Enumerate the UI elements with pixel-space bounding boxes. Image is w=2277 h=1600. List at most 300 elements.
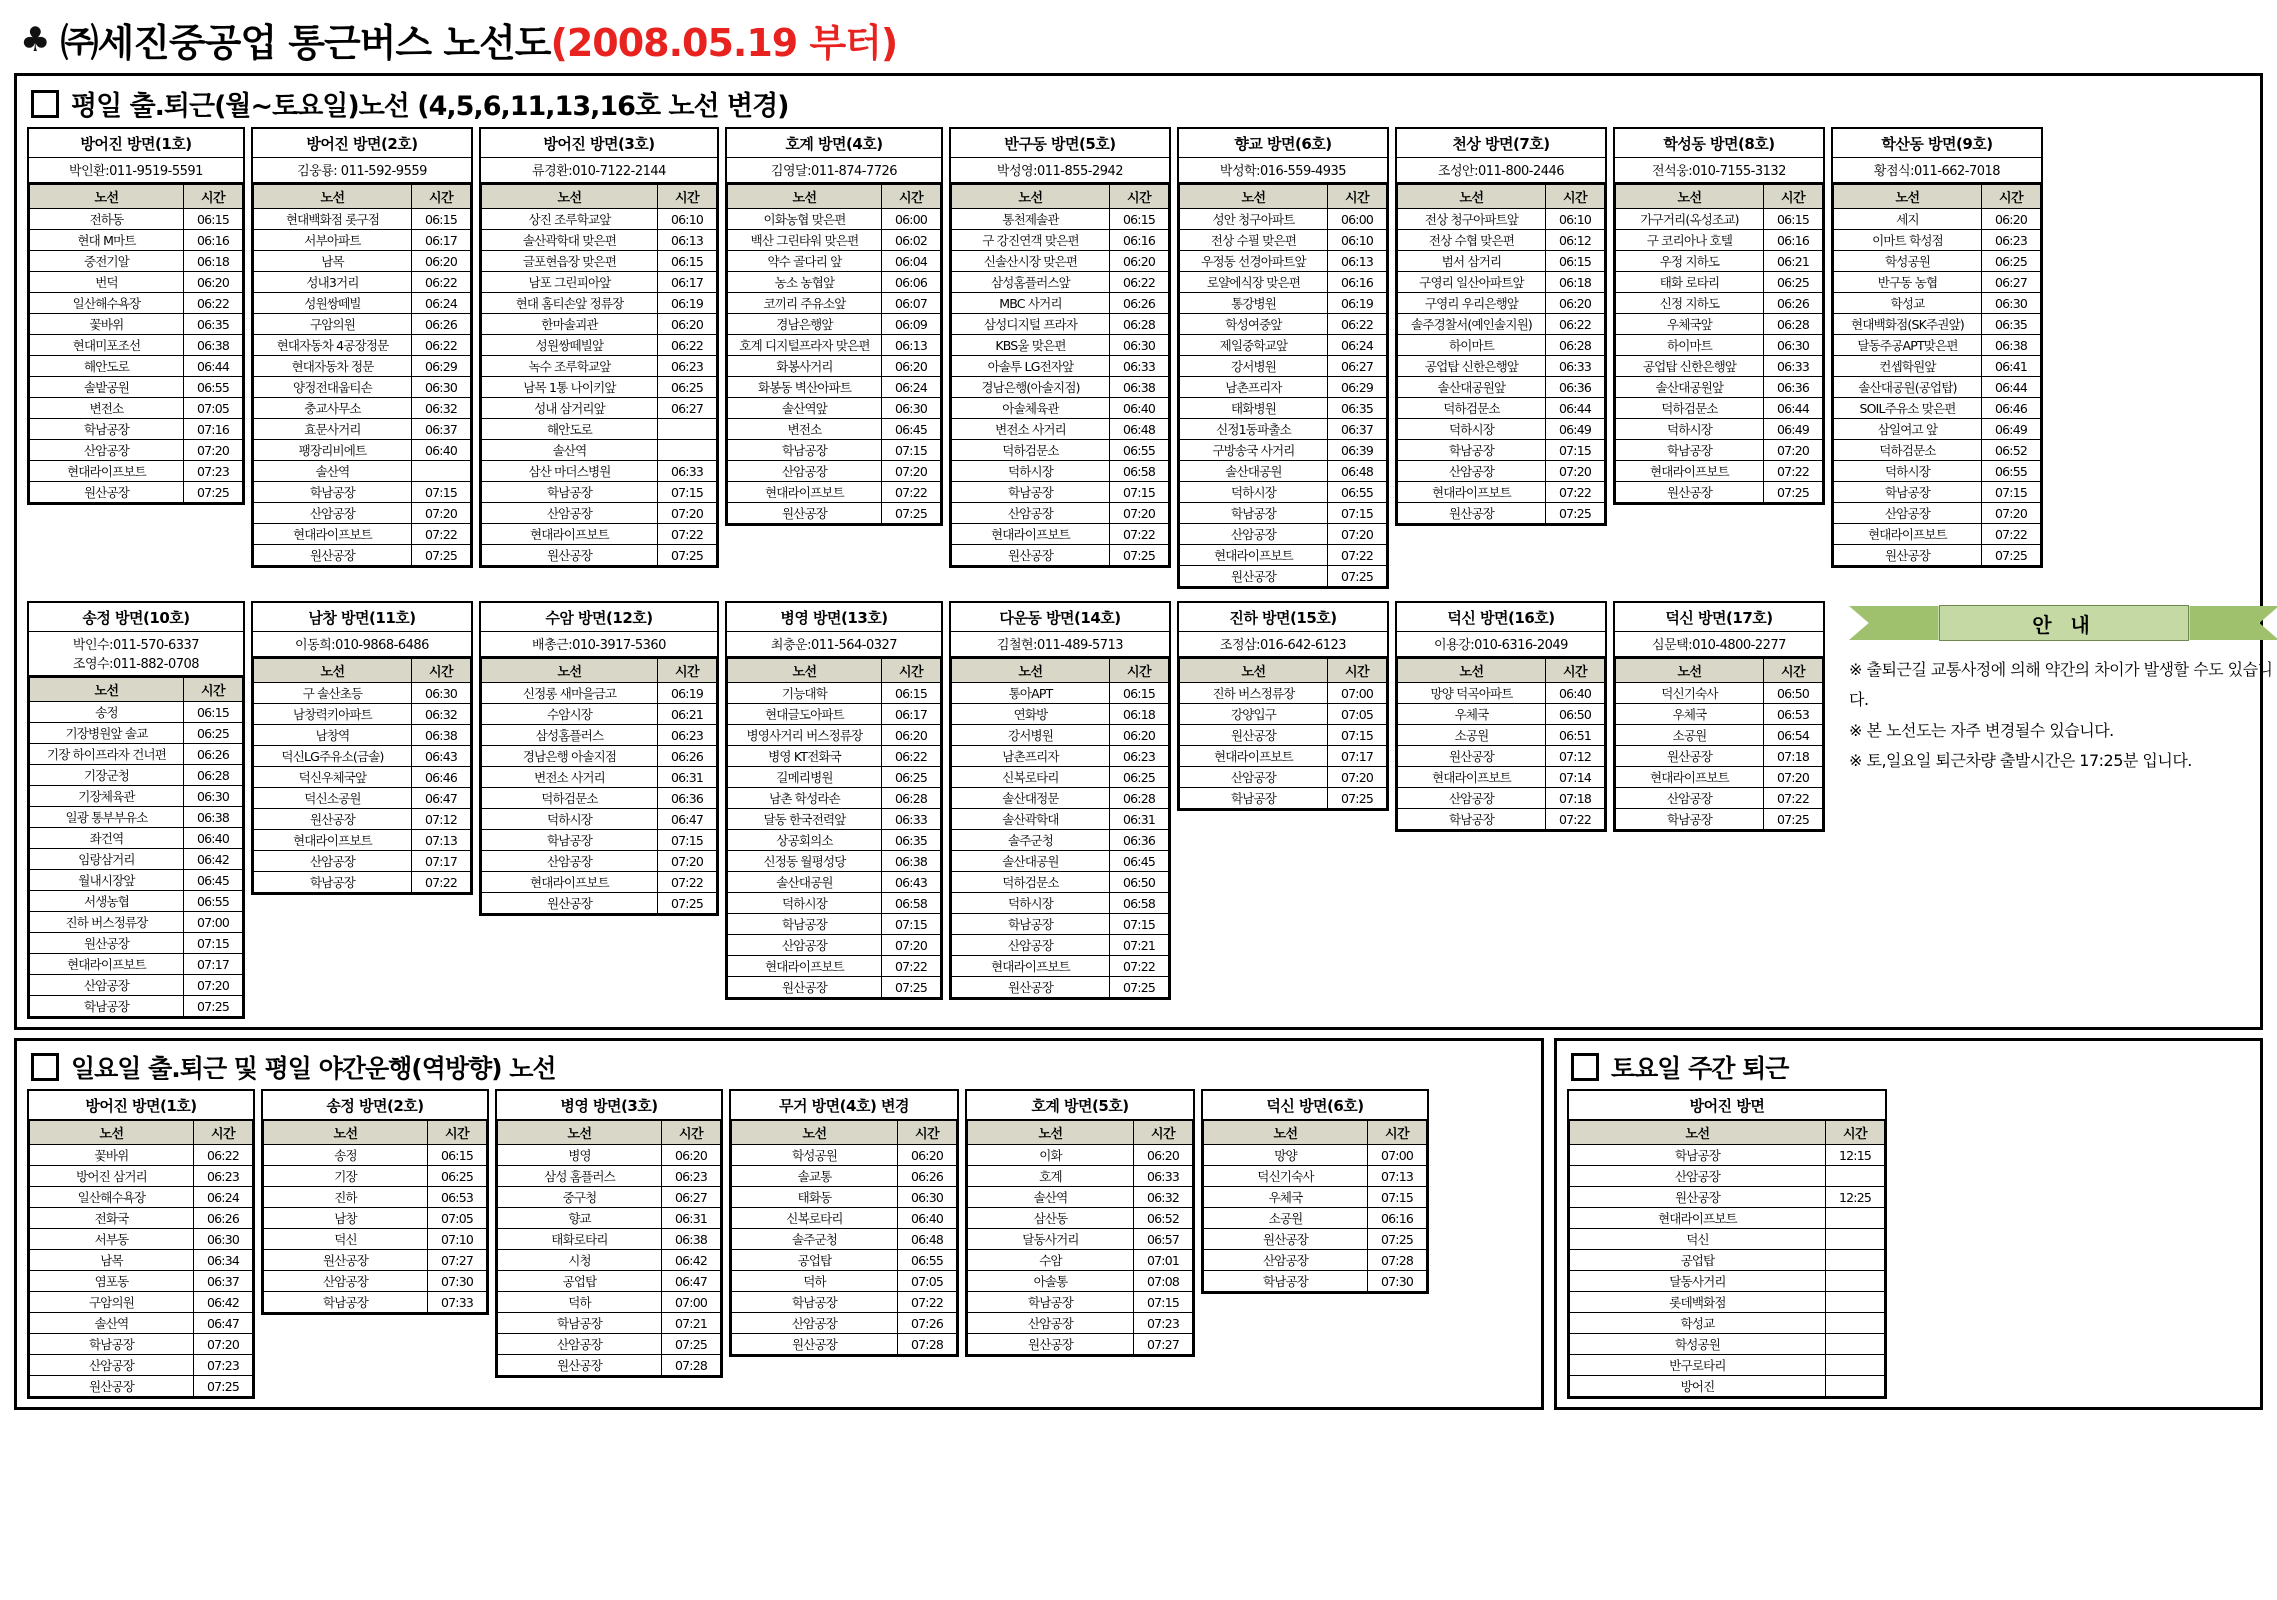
table-row — [1180, 251, 1387, 272]
table-row — [30, 975, 243, 996]
stop-time: 06:20 — [882, 356, 941, 377]
stop-time: 07:13 — [1368, 1166, 1427, 1187]
table-row — [254, 482, 471, 503]
stop-name: 산암공장 — [1834, 503, 1982, 524]
checkbox-icon — [31, 90, 59, 118]
stop-time: 07:22 — [1546, 482, 1605, 503]
stop-name: 서부동 — [30, 1229, 194, 1250]
stop-name: 현대라이프보트 — [30, 954, 184, 975]
stop-time: 06:04 — [882, 251, 941, 272]
table-row — [732, 1229, 957, 1250]
stop-time: 07:16 — [184, 419, 243, 440]
stop-time: 06:46 — [412, 767, 471, 788]
stop-name: SOIL주유소 맞은편 — [1834, 398, 1982, 419]
table-row — [1180, 704, 1387, 725]
route-card — [251, 601, 473, 895]
stop-time: 06:55 — [1982, 461, 2041, 482]
table-row — [732, 1208, 957, 1229]
stop-time: 06:47 — [412, 788, 471, 809]
table-row — [1398, 746, 1605, 767]
table-row — [952, 524, 1169, 545]
stop-time: 07:05 — [428, 1208, 487, 1229]
stop-time: 06:41 — [1982, 356, 2041, 377]
route-card — [479, 601, 719, 916]
stop-time: 07:20 — [658, 851, 717, 872]
stop-name: 우체국 — [1204, 1187, 1368, 1208]
stop-time: 07:30 — [1368, 1271, 1427, 1292]
stop-name: 태화로타리 — [498, 1229, 662, 1250]
stop-name: 학남공장 — [1616, 440, 1764, 461]
stop-name: 일산해수욕장 — [30, 293, 184, 314]
table-row — [1398, 209, 1605, 230]
stop-name: 산암공장 — [254, 851, 412, 872]
route-card-contact: 박성영:011-855-2942 — [951, 158, 1169, 184]
table-row — [952, 293, 1169, 314]
stop-time: 07:00 — [184, 912, 243, 933]
stop-name: 현대라이프보트 — [1398, 767, 1546, 788]
stop-time: 06:28 — [1110, 788, 1169, 809]
route-card-title: 송정 방면(2호) — [263, 1091, 487, 1120]
table-row — [30, 1187, 253, 1208]
stop-name: 구 솔산초등 — [254, 683, 412, 704]
table-row — [728, 851, 941, 872]
stop-name: 학남공장 — [254, 872, 412, 893]
stop-time: 07:25 — [184, 482, 243, 503]
table-row — [254, 209, 471, 230]
stop-time: 06:26 — [898, 1166, 957, 1187]
route-card-title: 반구동 방면(5호) — [951, 129, 1169, 158]
route-card-title: 다운동 방면(14호) — [951, 603, 1169, 632]
stop-time: 07:25 — [1546, 503, 1605, 524]
table-row — [482, 440, 717, 461]
sunday-cards — [17, 1089, 1541, 1407]
stop-time: 06:46 — [1982, 398, 2041, 419]
stop-time: 06:38 — [412, 725, 471, 746]
col-header-time: 시간 — [1328, 659, 1387, 683]
col-header-route: 노선 — [30, 185, 184, 209]
stop-time: 07:28 — [1368, 1250, 1427, 1271]
table-row — [952, 251, 1169, 272]
table-row — [952, 977, 1169, 998]
table-row — [968, 1145, 1193, 1166]
weekday-title-text: 평일 출.퇴근(월~토요일)노선 (4,5,6,11,13,16호 노선 변경) — [71, 91, 789, 122]
table-row — [482, 503, 717, 524]
stop-name: 기장병원앞 솔교 — [30, 723, 184, 744]
route-table — [29, 677, 243, 1017]
stop-name: 산암공장 — [968, 1313, 1134, 1334]
stop-time: 06:33 — [882, 809, 941, 830]
table-row — [728, 746, 941, 767]
table-row — [968, 1208, 1193, 1229]
stop-name: 학남공장 — [728, 914, 882, 935]
stop-name: 세지 — [1834, 209, 1982, 230]
stop-name: 학남공장 — [968, 1292, 1134, 1313]
stop-name: 공업탑 신한은행앞 — [1398, 356, 1546, 377]
table-row — [482, 524, 717, 545]
stop-time: 07:12 — [1546, 746, 1605, 767]
stop-time: 07:15 — [1110, 482, 1169, 503]
stop-time: 12:15 — [1826, 1145, 1885, 1166]
table-row — [1398, 809, 1605, 830]
stop-time: 07:15 — [1982, 482, 2041, 503]
stop-name: 덕하 — [498, 1292, 662, 1313]
stop-name: 남촌프리자 — [952, 746, 1110, 767]
stop-name: 덕신기숙사 — [1204, 1166, 1368, 1187]
route-card — [1567, 1089, 1887, 1399]
table-row — [264, 1208, 487, 1229]
stop-time: 06:22 — [1328, 314, 1387, 335]
stop-time: 06:18 — [1110, 704, 1169, 725]
table-row — [30, 933, 243, 954]
table-row — [1834, 272, 2041, 293]
stop-time: 07:15 — [882, 914, 941, 935]
route-table — [1203, 1120, 1427, 1292]
table-row — [728, 914, 941, 935]
col-header-time: 시간 — [428, 1121, 487, 1145]
table-row — [1398, 251, 1605, 272]
stop-time: 06:27 — [662, 1187, 721, 1208]
table-row — [1398, 704, 1605, 725]
route-card-title: 덕신 방면(16호) — [1397, 603, 1605, 632]
stop-time: 07:26 — [898, 1313, 957, 1334]
col-header-route: 노선 — [1616, 185, 1764, 209]
stop-name: 원산공장 — [728, 503, 882, 524]
stop-name: 망양 — [1204, 1145, 1368, 1166]
stop-name: 솔산대공원 — [728, 872, 882, 893]
table-row — [498, 1292, 721, 1313]
table-row — [1398, 440, 1605, 461]
stop-time: 06:26 — [1764, 293, 1823, 314]
table-row — [30, 482, 243, 503]
stop-name: 전하동 — [30, 209, 184, 230]
stop-name: 변전소 — [728, 419, 882, 440]
stop-name: 학성공원 — [732, 1145, 898, 1166]
stop-time: 06:26 — [194, 1208, 253, 1229]
saturday-title-text: 토요일 주간 퇴근 — [1611, 1054, 1789, 1083]
col-header-time: 시간 — [184, 185, 243, 209]
stop-name: 일산해수욕장 — [30, 1187, 194, 1208]
table-row — [1180, 566, 1387, 587]
stop-name: 현대라이프보트 — [482, 872, 658, 893]
stop-time: 06:40 — [1546, 683, 1605, 704]
stop-time: 06:24 — [882, 377, 941, 398]
stop-name: 현대라이프보트 — [1180, 746, 1328, 767]
stop-time: 06:20 — [184, 272, 243, 293]
route-card — [495, 1089, 723, 1378]
stop-name: 월내시장앞 — [30, 870, 184, 891]
route-card — [1395, 601, 1607, 832]
stop-time: 06:31 — [658, 767, 717, 788]
route-card — [725, 601, 943, 1000]
stop-name: 덕하검문소 — [1616, 398, 1764, 419]
stop-name: 이화 — [968, 1145, 1134, 1166]
stop-name: 원산공장 — [30, 933, 184, 954]
route-card-title: 방어진 방면(1호) — [29, 129, 243, 158]
sunday-section — [14, 1038, 1544, 1410]
stop-time: 06:29 — [412, 356, 471, 377]
stop-time: 06:15 — [1110, 209, 1169, 230]
stop-name: 상진 조루학교앞 — [482, 209, 658, 230]
stop-time: 06:58 — [1110, 461, 1169, 482]
stop-time: 07:17 — [412, 851, 471, 872]
stop-name: 꽃바위 — [30, 1145, 194, 1166]
stop-name: 송정 — [30, 702, 184, 723]
stop-time: 06:22 — [184, 293, 243, 314]
table-row — [952, 314, 1169, 335]
stop-name: 달동 한국전력앞 — [728, 809, 882, 830]
notice-block — [1831, 601, 2277, 777]
stop-name: 현대라이프보트 — [1834, 524, 1982, 545]
stop-time: 07:12 — [412, 809, 471, 830]
stop-time: 06:27 — [1982, 272, 2041, 293]
stop-time: 06:06 — [882, 272, 941, 293]
route-card — [949, 127, 1171, 568]
stop-name: 산암공장 — [728, 935, 882, 956]
table-row — [1616, 746, 1823, 767]
stop-time: 06:33 — [658, 461, 717, 482]
stop-name: 이화농협 맞은편 — [728, 209, 882, 230]
stop-time — [1826, 1271, 1885, 1292]
stop-name: 원산공장 — [1180, 566, 1328, 587]
stop-time: 07:20 — [1328, 767, 1387, 788]
stop-name: 원산공장 — [482, 545, 658, 566]
stop-time: 06:20 — [412, 251, 471, 272]
route-card-title: 학산동 방면(9호) — [1833, 129, 2041, 158]
stop-time: 06:26 — [184, 744, 243, 765]
stop-time: 06:16 — [184, 230, 243, 251]
stop-time: 06:48 — [1328, 461, 1387, 482]
table-row — [482, 251, 717, 272]
stop-time: 06:09 — [882, 314, 941, 335]
stop-time: 07:22 — [1546, 809, 1605, 830]
stop-name: 우체국앞 — [1616, 314, 1764, 335]
stop-name: 전화국 — [30, 1208, 194, 1229]
stop-name: 소공원 — [1398, 725, 1546, 746]
weekday-row-2-cards — [27, 601, 1825, 1019]
table-row — [1616, 440, 1823, 461]
stop-time: 06:55 — [898, 1250, 957, 1271]
stop-time: 07:00 — [662, 1292, 721, 1313]
stop-time: 06:55 — [1110, 440, 1169, 461]
stop-name: 소공원 — [1204, 1208, 1368, 1229]
table-row — [482, 377, 717, 398]
weekday-row-1 — [17, 127, 2260, 597]
table-row — [1180, 461, 1387, 482]
col-header-route: 노선 — [254, 185, 412, 209]
table-row — [732, 1250, 957, 1271]
stop-name: 로얄에식장 맞은편 — [1180, 272, 1328, 293]
stop-name: 성원쌍떼빌앞 — [482, 335, 658, 356]
stop-time: 06:28 — [1764, 314, 1823, 335]
checkbox-icon — [1571, 1053, 1599, 1081]
stop-time: 06:26 — [1110, 293, 1169, 314]
stop-time: 07:14 — [1546, 767, 1605, 788]
stop-name: 성내3거리 — [254, 272, 412, 293]
stop-name: 원산공장 — [1616, 746, 1764, 767]
table-row — [498, 1271, 721, 1292]
stop-name: 방어진 — [1570, 1376, 1826, 1397]
page-title-date: (2008.05.19 부터) — [550, 21, 898, 65]
stop-name: 현대 M마트 — [30, 230, 184, 251]
stop-time: 07:25 — [194, 1376, 253, 1397]
stop-name: 덕하시장 — [952, 461, 1110, 482]
stop-name: 솔산역 — [968, 1187, 1134, 1208]
stop-name: 현대라이프보트 — [1616, 461, 1764, 482]
col-header-time: 시간 — [658, 185, 717, 209]
table-row — [30, 293, 243, 314]
stop-time: 06:45 — [184, 870, 243, 891]
notice-lines — [1849, 655, 2277, 777]
table-row — [728, 230, 941, 251]
stop-name: 신복로타리 — [952, 767, 1110, 788]
stop-name: 해안도로 — [482, 419, 658, 440]
stop-name: 전상 수필 맞은편 — [1180, 230, 1328, 251]
stop-name: 충교사무소 — [254, 398, 412, 419]
table-row — [482, 461, 717, 482]
stop-time: 06:33 — [1110, 356, 1169, 377]
stop-time: 07:22 — [1764, 788, 1823, 809]
stop-time: 06:16 — [1328, 272, 1387, 293]
stop-name: 산암공장 — [728, 461, 882, 482]
stop-name: 방어진 삼거리 — [30, 1166, 194, 1187]
stop-time: 07:22 — [882, 956, 941, 977]
route-card-contact: 최충운:011-564-0327 — [727, 632, 941, 658]
stop-time: 06:17 — [882, 704, 941, 725]
table-row — [254, 377, 471, 398]
table-row — [482, 851, 717, 872]
table-row — [482, 335, 717, 356]
stop-time: 06:20 — [662, 1145, 721, 1166]
stop-name: 삼성디지털 프라자 — [952, 314, 1110, 335]
table-row — [732, 1292, 957, 1313]
route-card — [251, 127, 473, 568]
ribbon-label: 안 내 — [1939, 605, 2190, 641]
table-row — [1570, 1166, 1885, 1187]
stop-name: 원산공장 — [1398, 503, 1546, 524]
route-card-contact: 전석웅:010-7155-3132 — [1615, 158, 1823, 184]
stop-time: 06:00 — [882, 209, 941, 230]
stop-name: 솔산곽학대 맞은편 — [482, 230, 658, 251]
stop-time: 07:18 — [1546, 788, 1605, 809]
table-row — [952, 893, 1169, 914]
table-row — [1398, 230, 1605, 251]
table-row — [952, 935, 1169, 956]
table-row — [1834, 461, 2041, 482]
stop-time: 06:26 — [658, 746, 717, 767]
stop-time: 06:25 — [184, 723, 243, 744]
stop-time: 07:22 — [1110, 956, 1169, 977]
table-row — [952, 851, 1169, 872]
table-row — [30, 1334, 253, 1355]
table-row — [30, 912, 243, 933]
col-header-time: 시간 — [1546, 659, 1605, 683]
table-row — [1616, 725, 1823, 746]
table-row — [254, 851, 471, 872]
col-header-route: 노선 — [482, 659, 658, 683]
stop-name: 산암공장 — [254, 503, 412, 524]
table-row — [1398, 377, 1605, 398]
stop-time: 07:10 — [428, 1229, 487, 1250]
stop-name: 덕하검문소 — [1834, 440, 1982, 461]
stop-time — [1826, 1292, 1885, 1313]
stop-name: 구방송국 사거리 — [1180, 440, 1328, 461]
table-row — [30, 440, 243, 461]
stop-name: 남창력키아파트 — [254, 704, 412, 725]
table-row — [1180, 545, 1387, 566]
stop-time: 06:47 — [194, 1313, 253, 1334]
stop-name: 학남공장 — [732, 1292, 898, 1313]
stop-time: 06:52 — [1134, 1208, 1193, 1229]
table-row — [482, 398, 717, 419]
stop-time: 07:20 — [1764, 440, 1823, 461]
route-table — [29, 1120, 253, 1397]
stop-time: 06:15 — [882, 683, 941, 704]
col-header-route: 노선 — [952, 659, 1110, 683]
col-header-route: 노선 — [1398, 185, 1546, 209]
stop-name: 산암공장 — [30, 975, 184, 996]
stop-name: 학남공장 — [1204, 1271, 1368, 1292]
table-row — [30, 251, 243, 272]
stop-name: 현대라이프보트 — [728, 482, 882, 503]
table-row — [482, 482, 717, 503]
table-row — [732, 1334, 957, 1355]
route-card-contact: 이용강:010-6316-2049 — [1397, 632, 1605, 658]
stop-time: 06:40 — [898, 1208, 957, 1229]
table-row — [30, 954, 243, 975]
table-row — [482, 872, 717, 893]
table-row — [1616, 230, 1823, 251]
ribbon-right-wing — [2189, 606, 2277, 640]
stop-time: 06:43 — [882, 872, 941, 893]
stop-name: 농소 농협앞 — [728, 272, 882, 293]
col-header-route: 노선 — [482, 185, 658, 209]
route-card-title: 학성동 방면(8호) — [1615, 129, 1823, 158]
stop-name: 산암공장 — [732, 1313, 898, 1334]
stop-time: 06:25 — [882, 767, 941, 788]
stop-name: 구영리 일산아파트앞 — [1398, 272, 1546, 293]
table-row — [264, 1187, 487, 1208]
table-row — [1570, 1208, 1885, 1229]
table-row — [1180, 377, 1387, 398]
stop-time: 06:23 — [658, 725, 717, 746]
table-row — [952, 272, 1169, 293]
stop-time: 07:28 — [662, 1355, 721, 1376]
table-row — [1834, 377, 2041, 398]
stop-time: 07:15 — [184, 933, 243, 954]
stop-name: 남창역 — [254, 725, 412, 746]
stop-name: 원산공장 — [1398, 746, 1546, 767]
stop-time: 06:32 — [1134, 1187, 1193, 1208]
stop-time: 06:15 — [658, 251, 717, 272]
stop-name: 원산공장 — [732, 1334, 898, 1355]
stop-name: 수암시장 — [482, 704, 658, 725]
stop-name: 삼산 마더스병원 — [482, 461, 658, 482]
stop-name: 산암공장 — [1204, 1250, 1368, 1271]
stop-name: 코끼리 주유소앞 — [728, 293, 882, 314]
col-header-route: 노선 — [1180, 185, 1328, 209]
stop-name: 구 강진연객 맞은편 — [952, 230, 1110, 251]
bottom-sections — [14, 1038, 2263, 1410]
route-card-contact: 조정삼:016-642-6123 — [1179, 632, 1387, 658]
table-row — [30, 1229, 253, 1250]
table-row — [1180, 272, 1387, 293]
stop-name: 양정전대웁티손 — [254, 377, 412, 398]
table-row — [968, 1166, 1193, 1187]
route-card-title: 수암 방면(12호) — [481, 603, 717, 632]
stop-time: 07:23 — [184, 461, 243, 482]
stop-name: 송정 — [264, 1145, 428, 1166]
stop-name: 화봉동 벽산아파트 — [728, 377, 882, 398]
